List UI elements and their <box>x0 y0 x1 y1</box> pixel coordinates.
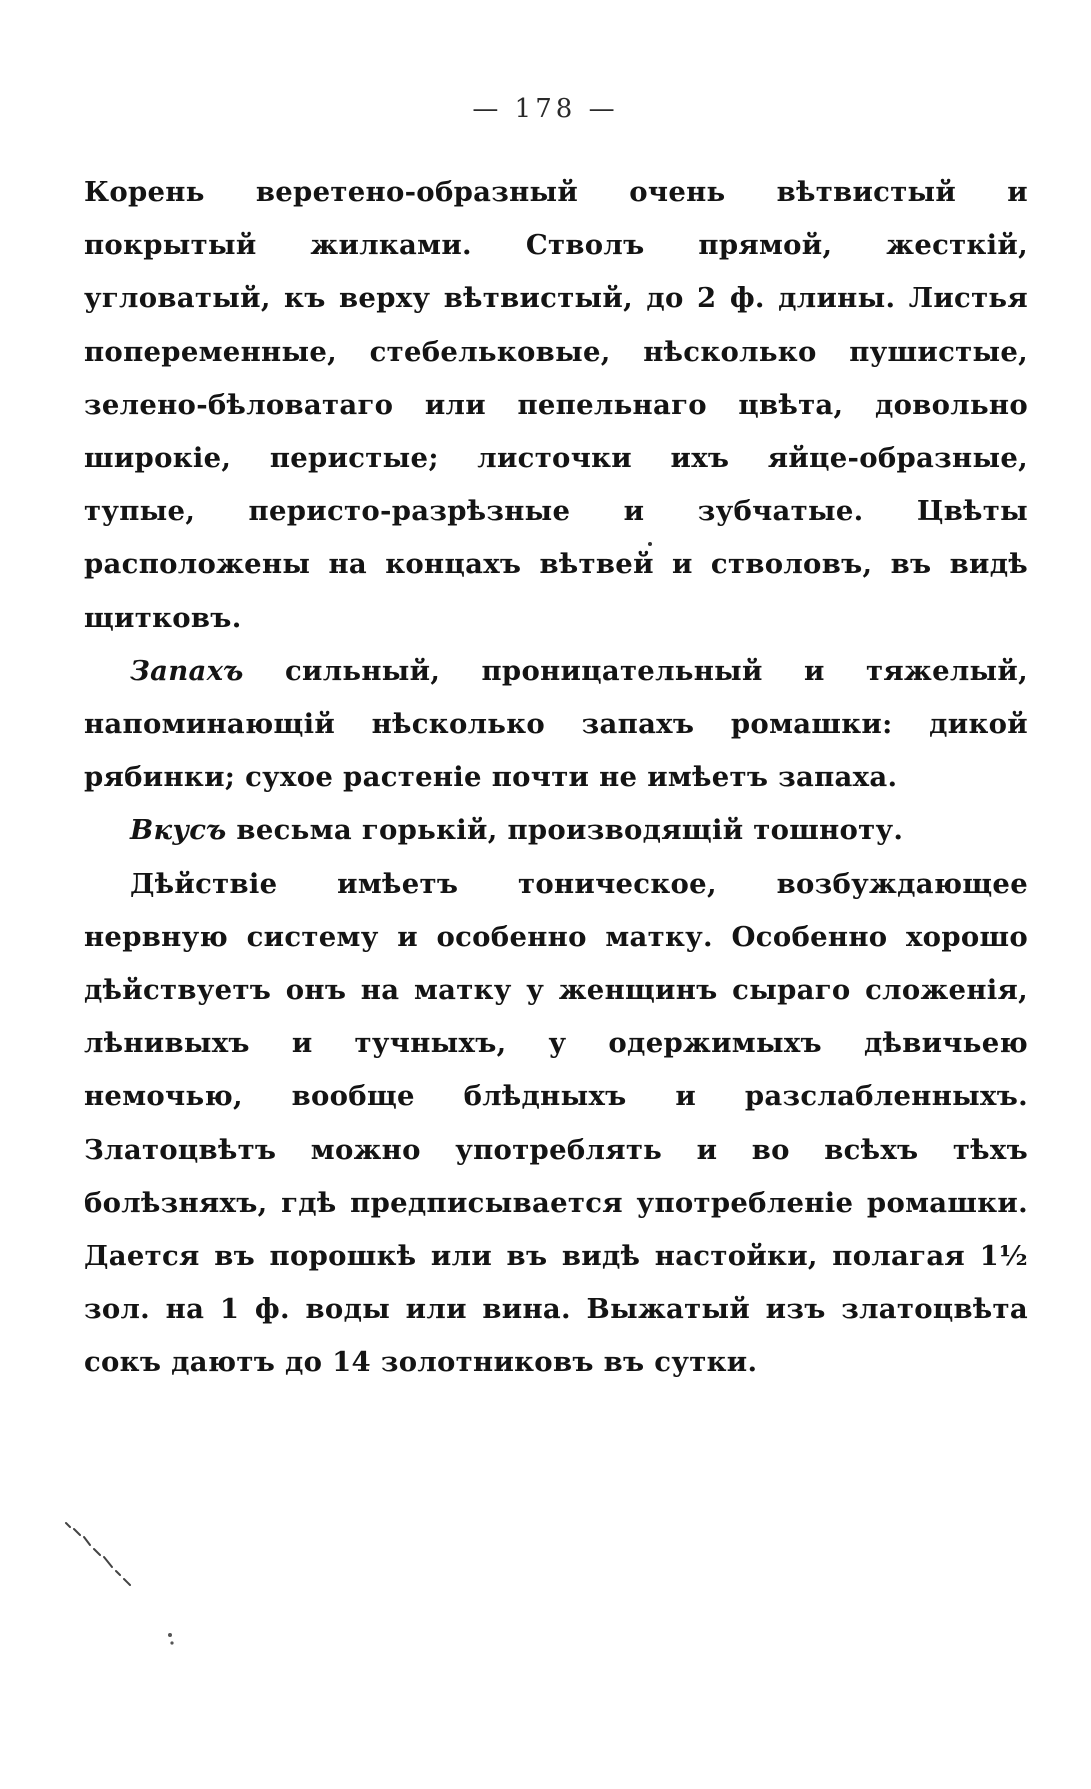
paragraph-text: Корень веретено-образный очень вѣтвистый и покрытый жилками. Стволъ прямой, жесткій, угловатый, къ верху вѣтвистый, до 2 ф. длины. Листья попеременные, стебельковые, нѣсколько пушистые, зелено-бѣловатаго или пепельнаго цвѣта, довольно широкіе, перистые; листочки ихъ яйце-образные, тупые, перисто-разрѣзные и зубчатые. Цвѣты расположены на концахъ вѣтвей и стволовъ, въ видѣ щитковъ. <box>84 176 1028 634</box>
paragraph-text: Дѣйствіе имѣетъ тоническое, возбуждающее нервную систему и особенно матку. Особенно хорошо дѣйствуетъ онъ на матку у женщинъ сыраго сложенія, лѣнивыхъ и тучныхъ, у одержимыхъ дѣвичьею немочью, вообще блѣдныхъ и разслабленныхъ. Златоцвѣтъ можно употреблять и во всѣхъ тѣхъ болѣзняхъ, гдѣ предписывается употребленіе ромашки. Дается въ порошкѣ или въ видѣ настойки, полагая 1½ зол. на 1 ф. воды или вина. Выжатый изъ златоцвѣта сокъ даютъ до 14 золотниковъ въ сутки. <box>84 867 1028 1379</box>
paragraph-term: Вкусъ <box>130 814 227 847</box>
paragraph-text: сильный, проницательный и тяжелый, напоминающій нѣсколько запахъ ромашки: дикой рябинки; сухое растеніе почти не имѣетъ запаха. <box>84 654 1028 794</box>
print-smudge-marks <box>60 1515 200 1655</box>
print-speck <box>648 542 652 546</box>
page-number: — 178 — <box>472 94 619 124</box>
paragraph-taste <box>84 804 1028 857</box>
paragraph-action <box>84 858 1028 1390</box>
paragraph-term: Запахъ <box>130 654 244 687</box>
paragraph-text: весьма горькій, производящій тошноту. <box>226 814 904 847</box>
paragraph-description <box>84 166 1028 645</box>
paragraph-smell <box>84 645 1028 805</box>
body-text <box>84 166 1028 1390</box>
